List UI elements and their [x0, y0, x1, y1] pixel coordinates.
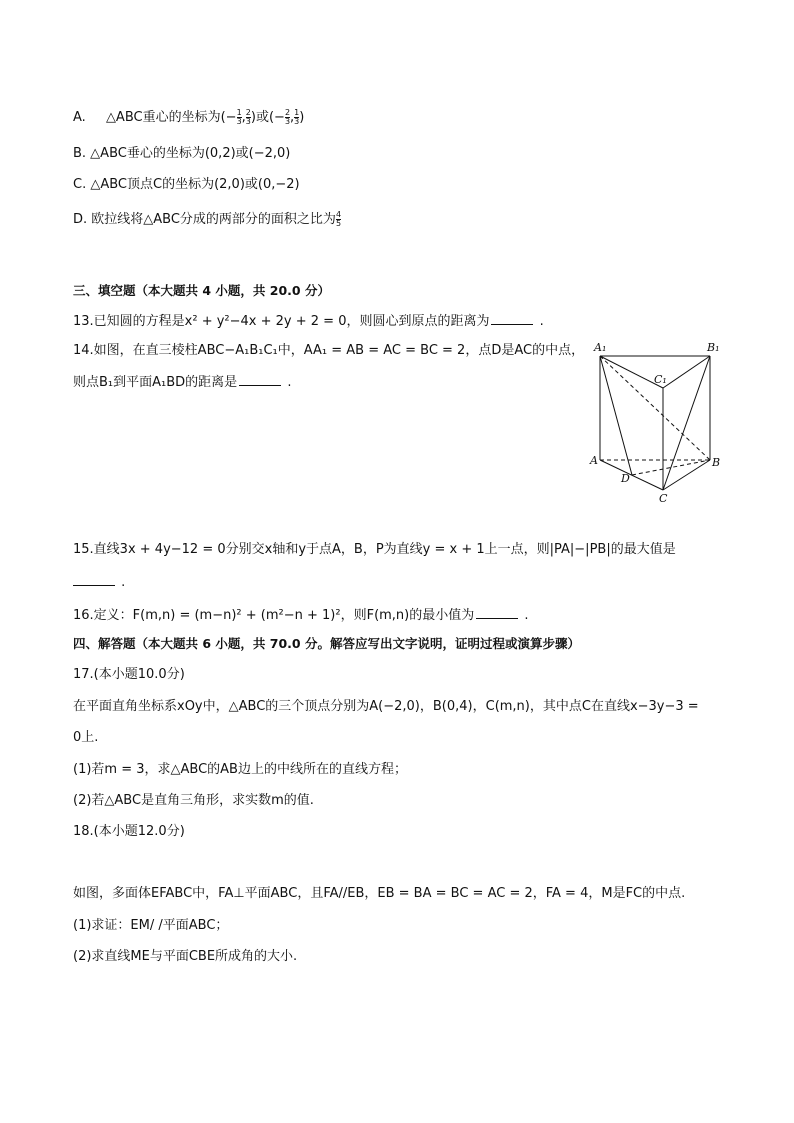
question-16-end: . [524, 608, 529, 623]
answer-blank [476, 606, 518, 619]
label-d: D [621, 472, 630, 485]
question-16 [73, 606, 529, 625]
option-d [73, 211, 341, 229]
option-a-frac1: $\frac{1}{3}$ [236, 108, 242, 126]
question-14-end: . [287, 375, 292, 390]
option-a-frac3: $\frac{2}{3}$ [284, 108, 291, 126]
question-15-line2 [73, 573, 125, 592]
question-14-line2 [73, 373, 291, 392]
question-14-text: 则点B₁到平面A₁BD的距离是 [73, 375, 238, 390]
option-a-frac4: $\frac{1}{3}$ [294, 108, 300, 126]
question-16-text: 16.定义：F(m,n) = (m−n)² + (m²−n + 1)²，则F(m,n)的最小值为 [73, 608, 475, 623]
question-17-heading: 17.(本小题10.0分) [73, 667, 185, 682]
question-18-body: 如图，多面体EFABC中，FA⊥平面ABC，且FA//EB，EB = BA = BC = AC = 2，FA = 4，M是FC的中点. [73, 886, 686, 901]
option-a-label: A. [73, 110, 86, 125]
label-c1: C₁ [654, 373, 667, 386]
question-14-line1: 14.如图，在直三棱柱ABC−A₁B₁C₁中，AA₁ = AB = AC = BC = 2，点D是AC的中点， [73, 343, 585, 358]
edge-c-b [663, 460, 710, 490]
label-c: C [659, 492, 668, 504]
option-d-text: D. 欧拉线将△ABC分成的两部分的面积之比为 [73, 212, 336, 227]
question-13-end: . [539, 314, 544, 329]
answer-blank [239, 373, 281, 386]
option-a-frac2: $\frac{2}{3}$ [245, 108, 251, 126]
label-a1: A₁ [594, 341, 607, 354]
question-15-line1: 15.直线3x + 4y−12 = 0分别交x轴和y于点A，B，P为直线y = x + 1上一点，则|PA|−|PB|的最大值是 [73, 542, 676, 557]
question-13-text: 13.已知圆的方程是x² + y²−4x + 2y + 2 = 0，则圆心到原点的距离为 [73, 314, 490, 329]
question-18-part-2: (2)求直线ME与平面CBE所成角的大小. [73, 949, 298, 964]
label-b: B [712, 456, 721, 469]
question-18-part-1: (1)求证：EM/ /平面ABC； [73, 918, 229, 933]
prism-figure [588, 338, 728, 504]
question-17-part-1: (1)若m = 3，求△ABC的AB边上的中线所在的直线方程； [73, 762, 407, 777]
option-d-fraction: $\frac{4}{5}$ [335, 210, 342, 228]
segment-a1-d [600, 356, 632, 475]
question-17-part-2: (2)若△ABC是直角三角形，求实数m的值. [73, 793, 314, 808]
section-answer-heading: 四、解答题（本大题共 6 小题，共 70.0 分。解答应写出文字说明，证明过程或演算步骤） [73, 636, 580, 651]
question-13 [73, 312, 544, 331]
option-a: A. △ABC重心的坐标为(− $\frac{1}{3}$ , $\frac{2}{3}$ )或(− $\frac{2}{3}$ , $\frac{1}{3}$ ) [73, 108, 305, 126]
label-a: A [590, 454, 598, 467]
answer-blank [491, 312, 533, 325]
answer-blank [73, 573, 115, 586]
segment-b1-c [663, 356, 710, 490]
option-a-mid: )或(− [250, 110, 285, 125]
question-17-body-2: 0上. [73, 730, 99, 745]
question-17-body-1: 在平面直角坐标系xOy中，△ABC的三个顶点分别为A(−2,0)，B(0,4)，C(m,n)，其中点C在直线x−3y−3 = [73, 699, 699, 714]
option-b: B. △ABC垂心的坐标为(0,2)或(−2,0) [73, 146, 291, 161]
option-a-text: △ABC重心的坐标为(− [105, 110, 237, 125]
label-b1: B₁ [707, 341, 720, 354]
option-c: C. △ABC顶点C的坐标为(2,0)或(0,−2) [73, 177, 300, 192]
section-fill-in-heading: 三、填空题（本大题共 4 小题，共 20.0 分） [73, 283, 330, 298]
question-18-heading: 18.(本小题12.0分) [73, 824, 185, 839]
hidden-segment-a1-b [600, 356, 710, 460]
option-a-end: ) [299, 110, 305, 125]
question-15-end: . [121, 575, 126, 590]
edge-b1-c1 [663, 356, 710, 388]
